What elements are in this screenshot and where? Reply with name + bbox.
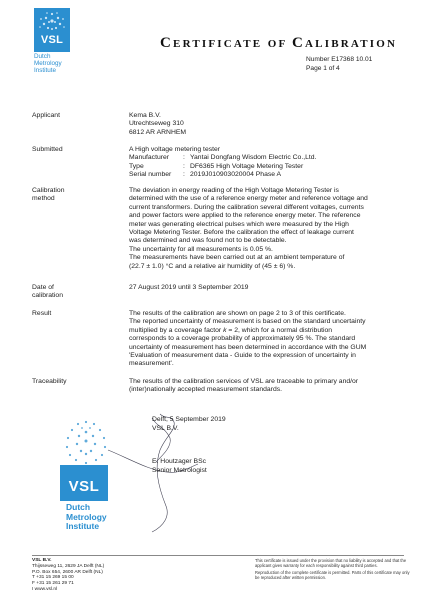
footer-line: I www.vsl.nl (32, 586, 58, 592)
method-line: Voltage Metering Tester. Before the calibration the effect of leakage current (129, 229, 354, 237)
logo-subtitle-line: Metrology (34, 60, 62, 67)
date-label-line: Date of (32, 284, 54, 291)
result-label: Result (32, 310, 52, 317)
applicant-line: Kema B.V. (129, 112, 161, 119)
signature-place-date: Delft, 5 September 2019 (152, 416, 226, 423)
certificate-title: CERTIFICATE OF CALIBRATION (160, 35, 398, 51)
submitted-value (129, 146, 424, 180)
method-line: The uncertainty for all measurements is 0.05 %. (129, 245, 273, 253)
serial-key: Serial number (129, 171, 172, 179)
method-line: (22.7 ± 1.0) °C and a relative air humidity of (45 ± 6) %. (129, 262, 296, 270)
vsl-logo-text: VSL (40, 34, 64, 46)
result-line: The results of the calibration are shown on page 2 to 3 of this certificate. (129, 310, 346, 317)
traceability-line: The results of the calibration services of VSL are traceable to primary and/or (129, 378, 359, 385)
footer-company: VSL B.V. (32, 558, 52, 563)
footer-note: This certificate is issued under the provision that no liability is accepted and that the applicant gives warranty for each responsibility against third parties. (255, 558, 407, 568)
method-line: determined with the use of a reference energy meter and reference voltage and (129, 195, 368, 203)
certificate-number-block (306, 56, 372, 73)
result-line: corresponds to a coverage probability of approximately 95 %. The standard (129, 335, 356, 343)
separator: : (183, 154, 185, 162)
date-value: 27 August 2019 until 3 September 2019 (129, 284, 249, 291)
certificate-number: Number E17368 10.01 (306, 56, 373, 63)
method-line: The deviation in energy reading of the High Voltage Metering Tester is (129, 187, 339, 194)
result-line: multiplied by a coverage factor k = 2, which for a normal distribution (129, 326, 333, 334)
method-line: was determined and was found not to be detectable. (129, 237, 287, 245)
result-line: measurement'. (129, 360, 174, 368)
serial-row (129, 171, 424, 179)
signatory-role: Senior Metrologist (152, 467, 207, 474)
result-line: uncertainty of measurement has been determined in accordance with the GUM (129, 343, 367, 351)
stamp-subtitle-line: Dutch (66, 502, 91, 512)
footer-address (32, 558, 104, 593)
submitted-intro: A High voltage metering tester (129, 146, 221, 153)
footer-line: F +31 15 261 29 71 (32, 581, 74, 587)
footer-line: T +31 15 269 15 00 (32, 575, 74, 581)
traceability-line: (inter)nationally accepted measurement standards. (129, 386, 283, 394)
logo-subtitle-line: Institute (34, 67, 57, 74)
method-value (129, 187, 424, 271)
method-line: and power factors were applied to the reference energy meter. The reference (129, 212, 361, 220)
traceability-value (129, 378, 424, 395)
manufacturer-value: Yantai Dongfang Wisdom Electric Co.,Ltd. (190, 154, 317, 162)
vsl-stamp-logo-text: VSL (68, 478, 100, 495)
method-line: meter was generating electrical pulses which were measured by the High (129, 220, 349, 228)
type-value: DF6365 High Voltage Metering Tester (190, 162, 304, 170)
footer-line: P.O. Box 654, 2600 AR Delft (NL) (32, 569, 103, 575)
manufacturer-key: Manufacturer (129, 154, 170, 162)
method-line: current transformers. During the calibration several different voltages, currents (129, 203, 364, 211)
type-row (129, 163, 424, 171)
method-line: The measurements have been carried out at an ambient temperature of (129, 254, 345, 262)
footer-divider (32, 555, 404, 556)
method-label (32, 187, 107, 204)
traceability-label: Traceability (32, 378, 67, 385)
stamp-dots-icon (66, 421, 106, 464)
submitted-label: Submitted (32, 146, 63, 153)
applicant-label: Applicant (32, 112, 60, 119)
vsl-logo-subtitle (34, 53, 62, 74)
result-value (129, 310, 424, 369)
date-label-line: calibration (32, 292, 63, 300)
vsl-stamp-subtitle (66, 503, 107, 532)
signatory-name: E. Houtzager BSc (152, 458, 207, 465)
type-key: Type (129, 162, 144, 170)
footer-notes (255, 559, 415, 583)
stamp-subtitle-line: Institute (66, 521, 100, 531)
logo-subtitle-line: Dutch (34, 53, 51, 60)
result-line: 'Evaluation of measurement data - Guide to the expression of uncertainty in (129, 352, 356, 360)
page-indicator: Page 1 of 4 (306, 64, 340, 72)
stamp-subtitle-line: Metrology (66, 511, 107, 522)
applicant-value (129, 112, 424, 137)
signature-org: VSL B.V. (152, 425, 179, 432)
separator: : (183, 162, 185, 170)
applicant-line: 6812 AR ARNHEM (129, 128, 187, 136)
serial-value: 2019J010903020004 Phase A (190, 171, 282, 179)
manufacturer-row (129, 154, 424, 162)
footer-note: Reproduction of the complete certificate is permitted. Parts of this certificate may only be reproduced after written permission. (255, 569, 410, 580)
separator: : (183, 171, 185, 179)
method-label-line: Calibration (32, 187, 65, 194)
result-line: The reported uncertainty of measurement is based on the standard uncertainty (129, 318, 366, 326)
applicant-line: Utrechtseweg 310 (129, 120, 184, 128)
date-label (32, 284, 107, 301)
method-label-line: method (32, 195, 55, 203)
footer-line: Thijsseweg 11, 2629 JA Delft (NL) (32, 563, 105, 569)
